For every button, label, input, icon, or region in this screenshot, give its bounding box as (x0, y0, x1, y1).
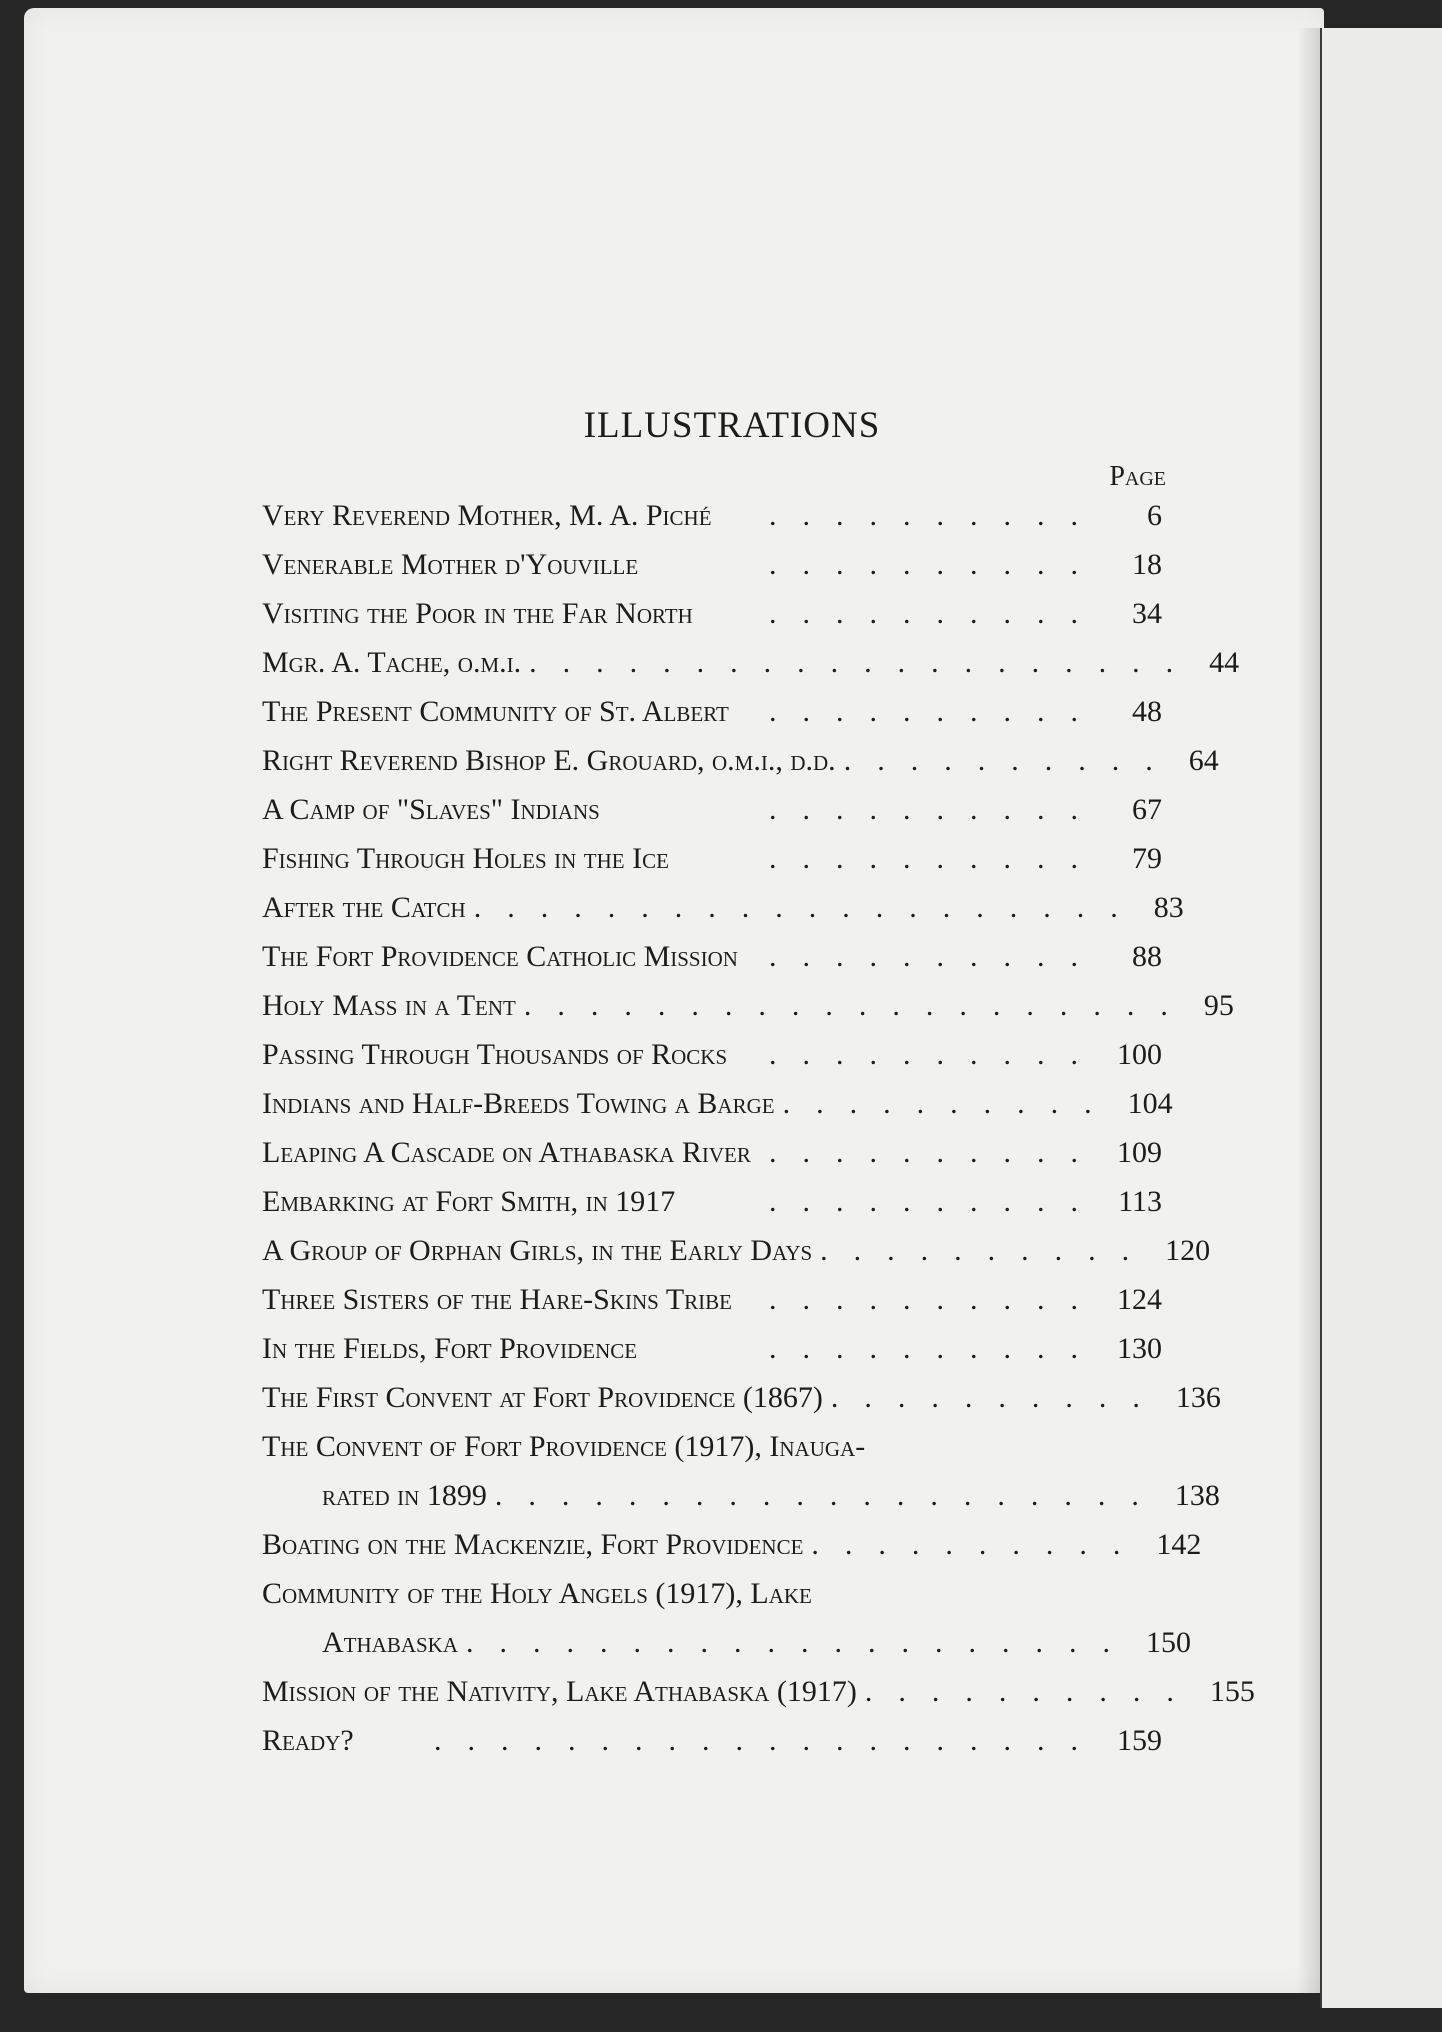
leader-dots: .......... (769, 695, 1104, 728)
list-item (262, 1079, 1173, 1128)
entry-page: 6 (1147, 499, 1162, 532)
entry-page: 130 (1117, 1332, 1162, 1365)
entry-label: The Present Community of St. Albert (262, 695, 729, 728)
list-item (262, 491, 1162, 540)
entry-label-line-1: The Convent of Fort Providence (1917), Inauga- (262, 1430, 866, 1463)
entry-page: 79 (1132, 842, 1162, 875)
entry-page: 88 (1132, 940, 1162, 973)
entry-label-line-1: Community of the Holy Angels (1917), Lake (262, 1577, 812, 1610)
list-item (262, 834, 1162, 883)
entry-page: 100 (1117, 1038, 1162, 1071)
list-item (262, 589, 1162, 638)
entry-page: 124 (1117, 1283, 1162, 1316)
leader-dots: .......... (864, 1675, 1200, 1708)
entry-page: 64 (1188, 744, 1219, 777)
entry-page: 142 (1156, 1528, 1202, 1561)
entry-label: Ready? (262, 1724, 354, 1757)
page-column-header: Page (1109, 461, 1166, 492)
entry-label-line-2: rated in 1899 (322, 1479, 487, 1512)
entry-page: 120 (1165, 1234, 1211, 1267)
leader-dots: .......... (769, 1283, 1104, 1316)
entry-label: Very Reverend Mother, M. A. Piché (262, 499, 712, 532)
list-item (262, 638, 1240, 687)
entry-page: 104 (1127, 1087, 1173, 1120)
entry-page: 159 (1117, 1724, 1162, 1757)
list-item (262, 1030, 1162, 1079)
leader-dots: .......... (830, 1381, 1166, 1414)
leader-dots: .................... (529, 646, 1200, 679)
entry-page: 150 (1146, 1626, 1192, 1659)
list-item (262, 736, 1219, 785)
entry-page: 155 (1209, 1675, 1255, 1708)
list-item (262, 687, 1162, 736)
list-item (262, 981, 1234, 1030)
leader-dots: .......... (843, 744, 1179, 777)
leader-dots: .......... (811, 1528, 1147, 1561)
leader-dots: .................... (494, 1479, 1165, 1512)
leader-dots: .......... (820, 1234, 1156, 1267)
leader-dots: .......... (769, 1185, 1104, 1218)
list-item (262, 1520, 1202, 1569)
entry-page: 83 (1153, 891, 1184, 924)
entry-label: Venerable Mother d'Youville (262, 548, 639, 581)
entry-page: 95 (1203, 989, 1234, 1022)
leader-dots: .......... (769, 1332, 1104, 1365)
list-item (262, 1324, 1162, 1373)
leader-dots: .......... (769, 548, 1104, 581)
leader-dots: .......... (769, 499, 1104, 532)
leader-dots: .......... (769, 1136, 1104, 1169)
entry-label-line-2: Athabaska (322, 1626, 459, 1659)
list-item (262, 1667, 1255, 1716)
list-item (262, 1177, 1162, 1226)
entry-label: Fishing Through Holes in the Ice (262, 842, 669, 875)
list-item (262, 1275, 1162, 1324)
list-item (262, 932, 1162, 981)
entry-label: The Fort Providence Catholic Mission (262, 940, 738, 973)
entry-page: 138 (1174, 1479, 1220, 1512)
list-item (262, 1569, 1192, 1667)
list-item (262, 1373, 1221, 1422)
entry-page: 48 (1132, 695, 1162, 728)
page-title: ILLUSTRATIONS (583, 405, 881, 446)
entry-label: The First Convent at Fort Providence (1867) (262, 1381, 823, 1414)
entry-label: Indians and Half-Breeds Towing a Barge (262, 1087, 775, 1120)
leader-dots: .......... (769, 842, 1104, 875)
leader-dots: .......... (769, 597, 1104, 630)
entry-label: After the Catch (262, 891, 466, 924)
entry-label: In the Fields, Fort Providence (262, 1332, 638, 1365)
leader-dots: .................... (466, 1626, 1137, 1659)
leader-dots: .................... (434, 1724, 1104, 1757)
leader-dots: .................... (473, 891, 1144, 924)
list-item (262, 883, 1184, 932)
spine-shadow (1296, 28, 1322, 1993)
adjacent-page-edge (1320, 28, 1442, 2008)
entry-label: Three Sisters of the Hare-Skins Tribe (262, 1283, 732, 1316)
entry-page: 34 (1132, 597, 1162, 630)
entry-label: A Group of Orphan Girls, in the Early Days (262, 1234, 813, 1267)
entry-label: Boating on the Mackenzie, Fort Providence (262, 1528, 804, 1561)
entry-page: 67 (1132, 793, 1162, 826)
leader-dots: .......... (782, 1087, 1118, 1120)
list-item (262, 1226, 1211, 1275)
entry-page: 136 (1175, 1381, 1221, 1414)
entry-label: Right Reverend Bishop E. Grouard, o.m.i., d.d. (262, 744, 836, 777)
list-item (262, 1716, 1162, 1765)
leader-dots: .......... (769, 940, 1104, 973)
entry-label: Visiting the Poor in the Far North (262, 597, 693, 630)
leader-dots: .......... (769, 1038, 1104, 1071)
entry-page: 44 (1209, 646, 1240, 679)
entry-label: Embarking at Fort Smith, in 1917 (262, 1185, 676, 1218)
entry-page: 18 (1132, 548, 1162, 581)
list-item (262, 1128, 1162, 1177)
list-item (262, 540, 1162, 589)
entry-label: Passing Through Thousands of Rocks (262, 1038, 728, 1071)
entry-label: Mission of the Nativity, Lake Athabaska (1917) (262, 1675, 857, 1708)
list-item (262, 1422, 1220, 1520)
leader-dots: .................... (523, 989, 1194, 1022)
list-item (262, 785, 1162, 834)
entry-page: 109 (1117, 1136, 1162, 1169)
entry-label: A Camp of "Slaves" Indians (262, 793, 600, 826)
entry-label: Leaping A Cascade on Athabaska River (262, 1136, 751, 1169)
entry-label: Holy Mass in a Tent (262, 989, 516, 1022)
leader-dots: .......... (769, 793, 1104, 826)
entry-label: Mgr. A. Tache, o.m.i. (262, 646, 522, 679)
entry-page: 113 (1118, 1185, 1162, 1218)
illustrations-list (262, 404, 1255, 1765)
